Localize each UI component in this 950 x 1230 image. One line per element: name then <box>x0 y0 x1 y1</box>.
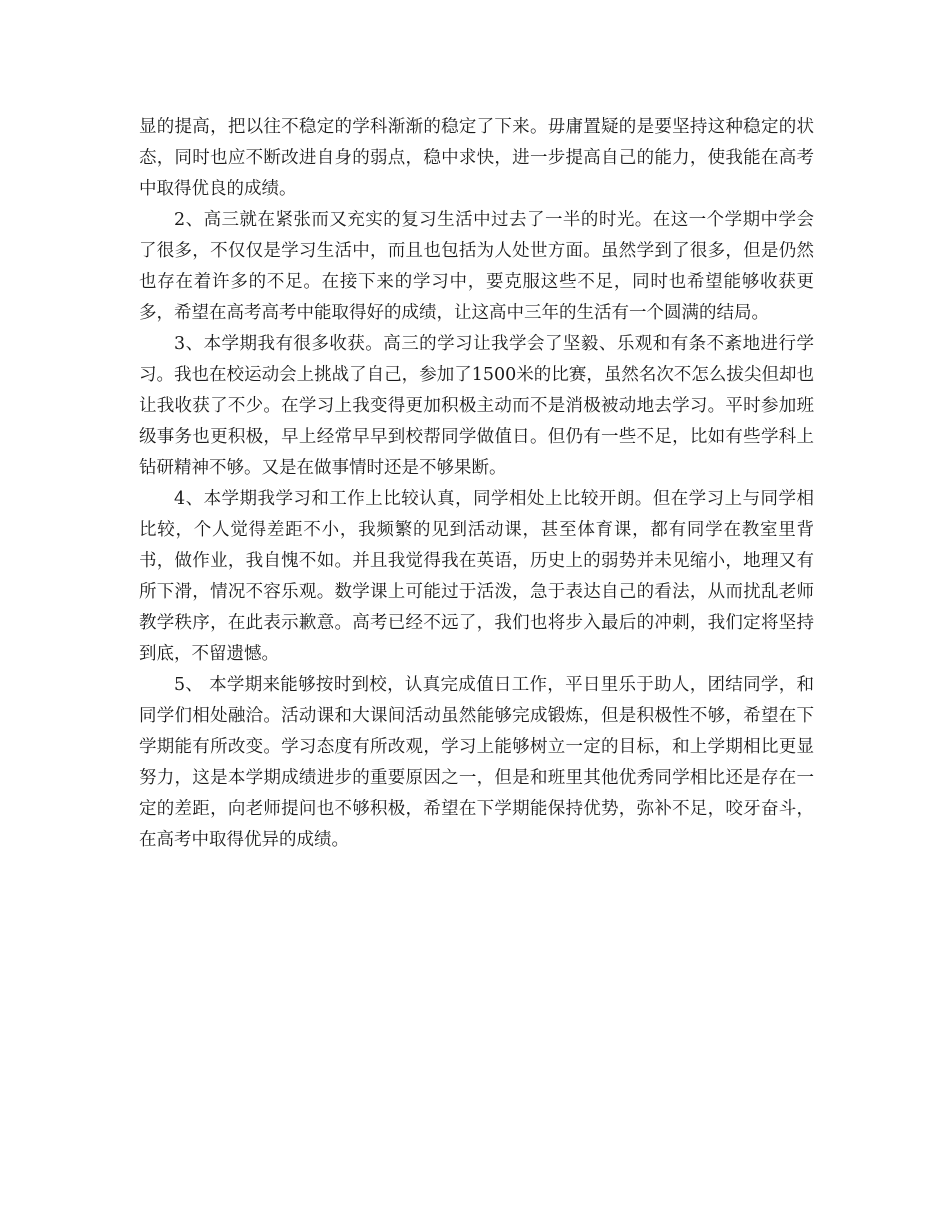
paragraph-item-5: 5、 本学期来能够按时到校，认真完成值日工作，平日里乐于助人，团结同学，和同学们相处融洽。活动课和大课间活动虽然能够完成锻炼，但是积极性不够，希望在下学期能有所改变。学习态度有所改观，学习上能够树立一定的目标，和上学期相比更显努力，这是本学期成绩进步的重要原因之一，但是和班里其他优秀同学相比还是存在一定的差距，向老师提问也不够积极，希望在下学期能保持优势，弥补不足，咬牙奋斗，在高考中取得优异的成绩。 <box>139 675 814 850</box>
paragraph-item-2: 2、高三就在紧张而又充实的复习生活中过去了一半的时光。在这一个学期中学会了很多，不仅仅是学习生活中，而且也包括为人处世方面。虽然学到了很多，但是仍然也存在着许多的不足。在接下来的学习中，要克服这些不足，同时也希望能够收获更多，希望在高考高考中能取得好的成绩，让这高中三年的生活有一个圆满的结局。 <box>139 210 814 323</box>
paragraph-continuation: 显的提高，把以往不稳定的学科渐渐的稳定了下来。毋庸置疑的是要坚持这种稳定的状态，同时也应不断改进自身的弱点，稳中求快，进一步提高自己的能力，使我能在高考中取得优良的成绩。 <box>139 117 814 199</box>
paragraph-item-4: 4、本学期我学习和工作上比较认真，同学相处上比较开朗。但在学习上与同学相比较，个人觉得差距不小，我频繁的见到活动课，甚至体育课，都有同学在教室里背书，做作业，我自愧不如。并且我觉得我在英语，历史上的弱势并未见缩小，地理又有所下滑，情况不容乐观。数学课上可能过于活泼，急于表达自己的看法，从而扰乱老师教学秩序，在此表示歉意。高考已经不远了，我们也将步入最后的冲刺，我们定将坚持到底，不留遗憾。 <box>139 489 814 664</box>
paragraph-item-3: 3、本学期我有很多收获。高三的学习让我学会了坚毅、乐观和有条不紊地进行学习。我也在校运动会上挑战了自己，参加了1500米的比赛，虽然名次不怎么拔尖但却也让我收获了不少。在学习上我变得更加积极主动而不是消极被动地去学习。平时参加班级事务也更积极，早上经常早早到校帮同学做值日。但仍有一些不足，比如有些学科上钻研精神不够。又是在做事情时还是不够果断。 <box>139 334 814 478</box>
document-body <box>139 112 814 856</box>
